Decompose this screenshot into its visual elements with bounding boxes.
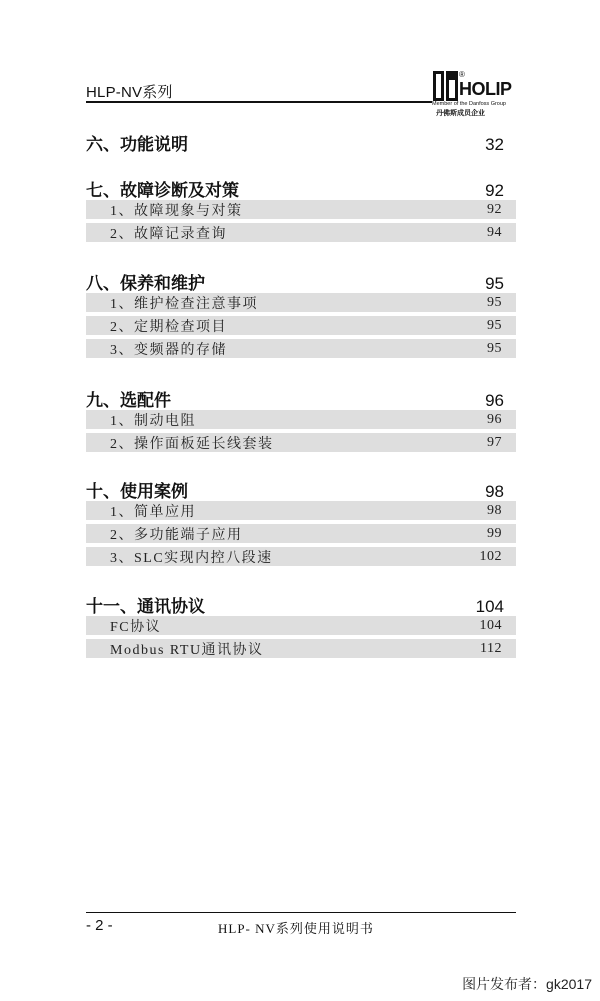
section-title: 十、使用案例 bbox=[86, 482, 188, 501]
toc-entry[interactable] bbox=[86, 339, 516, 358]
toc-entry[interactable] bbox=[86, 639, 516, 658]
entry-page: 98 bbox=[487, 502, 502, 518]
entry-page: 97 bbox=[487, 434, 502, 450]
entry-label: FC协议 bbox=[110, 619, 162, 635]
entry-page: 104 bbox=[479, 617, 502, 633]
section-page: 104 bbox=[475, 597, 504, 616]
section-page: 92 bbox=[485, 181, 504, 200]
toc-entry[interactable] bbox=[86, 293, 516, 312]
toc-entry[interactable] bbox=[86, 501, 516, 520]
toc-section bbox=[86, 477, 516, 570]
entry-label: 2、多功能端子应用 bbox=[110, 527, 243, 543]
toc-section-heading[interactable] bbox=[86, 386, 516, 410]
entry-page: 95 bbox=[487, 294, 502, 310]
entry-label: 1、维护检查注意事项 bbox=[110, 296, 258, 312]
logo-brand: HOLIP bbox=[459, 79, 512, 99]
toc-section-heading[interactable] bbox=[86, 592, 516, 616]
entry-page: 95 bbox=[487, 317, 502, 333]
entry-page: 96 bbox=[487, 411, 502, 427]
entry-label: 3、变频器的存储 bbox=[110, 342, 227, 358]
toc-entry[interactable] bbox=[86, 547, 516, 566]
toc-entry[interactable] bbox=[86, 410, 516, 429]
header-divider bbox=[86, 101, 432, 103]
toc-section bbox=[86, 592, 516, 662]
entry-label: 3、SLC实现内控八段速 bbox=[110, 550, 273, 566]
toc-section-heading[interactable] bbox=[86, 477, 516, 501]
section-page: 98 bbox=[485, 482, 504, 501]
toc-entry[interactable] bbox=[86, 223, 516, 242]
logo-member-text: Member of the Danfoss Group bbox=[432, 101, 506, 107]
entry-label: Modbus RTU通讯协议 bbox=[110, 642, 264, 658]
entry-label: 1、简单应用 bbox=[110, 504, 196, 520]
image-credit: 图片发布者：gk2017 bbox=[462, 976, 592, 992]
footer-title: HLP- NV系列使用说明书 bbox=[218, 921, 374, 936]
toc-entry[interactable] bbox=[86, 316, 516, 335]
section-title: 十一、通讯协议 bbox=[86, 597, 205, 616]
toc-entry[interactable] bbox=[86, 524, 516, 543]
holip-logo bbox=[432, 70, 518, 116]
entry-label: 2、故障记录查询 bbox=[110, 226, 227, 242]
section-page: 32 bbox=[485, 135, 504, 154]
entry-label: 2、定期检查项目 bbox=[110, 319, 227, 335]
entry-page: 102 bbox=[479, 548, 502, 564]
section-title: 六、功能说明 bbox=[86, 135, 188, 154]
toc-section bbox=[86, 269, 516, 362]
header-title: HLP-NV系列 bbox=[86, 84, 173, 101]
toc-section bbox=[86, 130, 516, 154]
logo-cn-text: 丹佛斯成员企业 bbox=[436, 110, 485, 117]
section-page: 95 bbox=[485, 274, 504, 293]
entry-label: 1、制动电阻 bbox=[110, 413, 196, 429]
entry-label: 2、操作面板延长线套装 bbox=[110, 436, 274, 452]
entry-page: 92 bbox=[487, 201, 502, 217]
entry-page: 112 bbox=[480, 640, 502, 656]
registered-mark: ® bbox=[459, 70, 465, 79]
entry-page: 99 bbox=[487, 525, 502, 541]
toc-entry[interactable] bbox=[86, 200, 516, 219]
toc-entry[interactable] bbox=[86, 616, 516, 635]
entry-page: 95 bbox=[487, 340, 502, 356]
entry-label: 1、故障现象与对策 bbox=[110, 203, 243, 219]
holip-logo-icon bbox=[432, 70, 460, 102]
footer-divider bbox=[86, 912, 516, 913]
entry-page: 94 bbox=[487, 224, 502, 240]
toc-section-heading[interactable] bbox=[86, 130, 516, 154]
toc-section-heading[interactable] bbox=[86, 176, 516, 200]
section-title: 八、保养和维护 bbox=[86, 274, 205, 293]
section-title: 九、选配件 bbox=[86, 391, 171, 410]
section-title: 七、故障诊断及对策 bbox=[86, 181, 239, 200]
toc-entry[interactable] bbox=[86, 433, 516, 452]
toc-section bbox=[86, 176, 516, 246]
page-number: - 2 - bbox=[86, 917, 113, 934]
section-page: 96 bbox=[485, 391, 504, 410]
toc-section bbox=[86, 386, 516, 456]
toc-section-heading[interactable] bbox=[86, 269, 516, 293]
